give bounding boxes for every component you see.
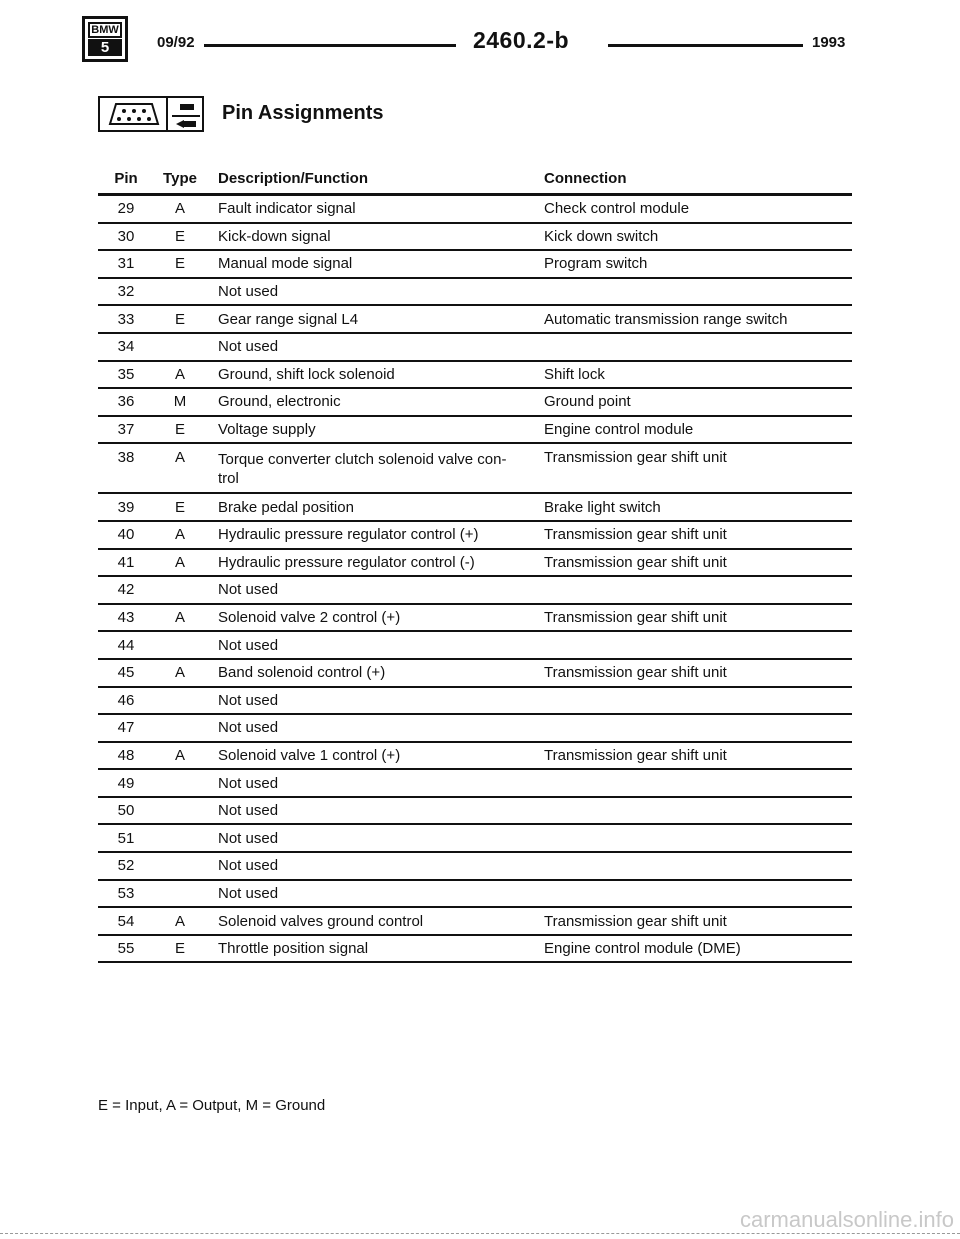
description-cell: Ground, electronic	[206, 388, 540, 416]
description-cell: Not used	[206, 687, 540, 715]
pin-assignment-table	[98, 163, 852, 963]
type-cell	[154, 769, 206, 797]
table-row	[98, 223, 852, 251]
connection-cell	[540, 714, 852, 742]
pin-cell: 42	[98, 576, 154, 604]
table-row	[98, 549, 852, 577]
pin-cell: 41	[98, 549, 154, 577]
pin-cell: 44	[98, 631, 154, 659]
type-cell: A	[154, 195, 206, 223]
pin-cell: 31	[98, 250, 154, 278]
table-row	[98, 388, 852, 416]
table-row	[98, 880, 852, 908]
connection-cell	[540, 278, 852, 306]
type-cell: E	[154, 250, 206, 278]
type-cell	[154, 824, 206, 852]
description-cell: Not used	[206, 631, 540, 659]
type-cell	[154, 687, 206, 715]
description-cell: Ground, shift lock solenoid	[206, 361, 540, 389]
type-cell	[154, 631, 206, 659]
connection-cell: Check control module	[540, 195, 852, 223]
table-row	[98, 742, 852, 770]
description-cell: Brake pedal position	[206, 493, 540, 521]
connection-cell: Transmission gear shift unit	[540, 742, 852, 770]
table-row	[98, 305, 852, 333]
type-cell: E	[154, 493, 206, 521]
description-cell: Not used	[206, 576, 540, 604]
pin-cell: 46	[98, 687, 154, 715]
connection-cell: Engine control module (DME)	[540, 935, 852, 963]
description-cell: Not used	[206, 880, 540, 908]
type-cell	[154, 278, 206, 306]
type-cell: M	[154, 388, 206, 416]
description-cell: Not used	[206, 278, 540, 306]
connection-cell: Engine control module	[540, 416, 852, 444]
description-cell: Not used	[206, 824, 540, 852]
table-row	[98, 907, 852, 935]
connection-cell: Transmission gear shift unit	[540, 907, 852, 935]
page-header	[80, 14, 860, 74]
connection-cell: Shift lock	[540, 361, 852, 389]
connection-cell	[540, 769, 852, 797]
description-cell: Not used	[206, 797, 540, 825]
table-header-row	[98, 163, 852, 195]
table-row	[98, 195, 852, 223]
page-bottom-rule	[0, 1233, 960, 1235]
pin-cell: 34	[98, 333, 154, 361]
description-cell: Hydraulic pressure regulator control (-)	[206, 549, 540, 577]
pin-cell: 51	[98, 824, 154, 852]
type-cell	[154, 714, 206, 742]
table-row	[98, 852, 852, 880]
connection-cell	[540, 687, 852, 715]
column-header-description: Description/Function	[206, 163, 540, 195]
type-cell: E	[154, 935, 206, 963]
connection-cell: Transmission gear shift unit	[540, 549, 852, 577]
connection-cell	[540, 576, 852, 604]
pin-cell: 43	[98, 604, 154, 632]
connection-cell: Transmission gear shift unit	[540, 443, 852, 493]
connection-cell: Transmission gear shift unit	[540, 659, 852, 687]
pin-cell: 52	[98, 852, 154, 880]
table-row	[98, 631, 852, 659]
pin-cell: 50	[98, 797, 154, 825]
table-row	[98, 935, 852, 963]
description-cell: Not used	[206, 769, 540, 797]
description-line-2: trol	[218, 470, 239, 488]
table-row	[98, 250, 852, 278]
pin-cell: 40	[98, 521, 154, 549]
description-cell: Solenoid valves ground control	[206, 907, 540, 935]
type-cell: A	[154, 549, 206, 577]
pin-cell: 49	[98, 769, 154, 797]
type-cell: A	[154, 361, 206, 389]
pin-cell: 48	[98, 742, 154, 770]
type-cell: A	[154, 742, 206, 770]
connection-cell: Brake light switch	[540, 493, 852, 521]
description-cell	[206, 443, 540, 493]
pin-cell: 39	[98, 493, 154, 521]
pin-cell: 53	[98, 880, 154, 908]
connection-cell: Transmission gear shift unit	[540, 604, 852, 632]
pin-cell: 32	[98, 278, 154, 306]
connection-cell: Transmission gear shift unit	[540, 521, 852, 549]
description-cell: Kick-down signal	[206, 223, 540, 251]
type-cell: E	[154, 416, 206, 444]
connection-cell	[540, 333, 852, 361]
table-row	[98, 769, 852, 797]
connection-cell: Automatic transmission range switch	[540, 305, 852, 333]
connector-icon	[98, 96, 168, 132]
type-cell: A	[154, 604, 206, 632]
type-cell	[154, 576, 206, 604]
table-row	[98, 824, 852, 852]
connection-cell: Kick down switch	[540, 223, 852, 251]
description-cell: Fault indicator signal	[206, 195, 540, 223]
table-row	[98, 493, 852, 521]
table-row	[98, 333, 852, 361]
column-header-type: Type	[154, 163, 206, 195]
type-cell: A	[154, 907, 206, 935]
table-row	[98, 797, 852, 825]
table-row	[98, 659, 852, 687]
pin-cell: 55	[98, 935, 154, 963]
type-cell	[154, 333, 206, 361]
description-cell: Manual mode signal	[206, 250, 540, 278]
header-year: 1993	[812, 34, 846, 51]
connection-cell	[540, 852, 852, 880]
connection-cell	[540, 824, 852, 852]
description-cell: Solenoid valve 1 control (+)	[206, 742, 540, 770]
pin-cell: 36	[98, 388, 154, 416]
table-row	[98, 278, 852, 306]
pin-cell: 35	[98, 361, 154, 389]
table-row	[98, 576, 852, 604]
pin-cell: 30	[98, 223, 154, 251]
table-row	[98, 443, 852, 493]
pin-cell: 29	[98, 195, 154, 223]
column-header-pin: Pin	[98, 163, 154, 195]
badge-top: BMW	[88, 22, 122, 38]
description-cell: Throttle position signal	[206, 935, 540, 963]
table-row	[98, 687, 852, 715]
badge-bottom: 5	[88, 39, 122, 56]
watermark: carmanualsonline.info	[739, 1207, 954, 1232]
description-cell: Not used	[206, 333, 540, 361]
type-cell: E	[154, 305, 206, 333]
type-cell: A	[154, 443, 206, 493]
table-row	[98, 361, 852, 389]
document-code: 2460.2-b	[456, 27, 586, 54]
description-cell: Voltage supply	[206, 416, 540, 444]
description-cell: Not used	[206, 852, 540, 880]
type-cell	[154, 797, 206, 825]
input-output-icon	[168, 96, 204, 132]
connection-cell	[540, 631, 852, 659]
connection-cell: Program switch	[540, 250, 852, 278]
header-rule-right	[608, 44, 803, 47]
pin-cell: 33	[98, 305, 154, 333]
pin-cell: 47	[98, 714, 154, 742]
description-line-1: Torque converter clutch solenoid valve con-	[218, 451, 507, 469]
section-title: Pin Assignments	[222, 102, 384, 124]
description-cell: Hydraulic pressure regulator control (+)	[206, 521, 540, 549]
table-row	[98, 604, 852, 632]
type-cell	[154, 880, 206, 908]
type-legend: E = Input, A = Output, M = Ground	[98, 1097, 326, 1114]
description-cell: Solenoid valve 2 control (+)	[206, 604, 540, 632]
section-heading	[98, 96, 498, 140]
column-header-connection: Connection	[540, 163, 852, 195]
type-cell: A	[154, 521, 206, 549]
table-row	[98, 714, 852, 742]
description-cell: Not used	[206, 714, 540, 742]
bmw-5-series-logo	[82, 16, 128, 62]
pin-cell: 54	[98, 907, 154, 935]
type-cell: A	[154, 659, 206, 687]
header-date: 09/92	[157, 34, 195, 51]
table-row	[98, 416, 852, 444]
description-cell: Gear range signal L4	[206, 305, 540, 333]
pin-cell: 38	[98, 443, 154, 493]
type-cell: E	[154, 223, 206, 251]
connection-cell	[540, 797, 852, 825]
type-cell	[154, 852, 206, 880]
connection-cell: Ground point	[540, 388, 852, 416]
description-cell: Band solenoid control (+)	[206, 659, 540, 687]
connection-cell	[540, 880, 852, 908]
table-row	[98, 521, 852, 549]
pin-cell: 37	[98, 416, 154, 444]
pin-cell: 45	[98, 659, 154, 687]
